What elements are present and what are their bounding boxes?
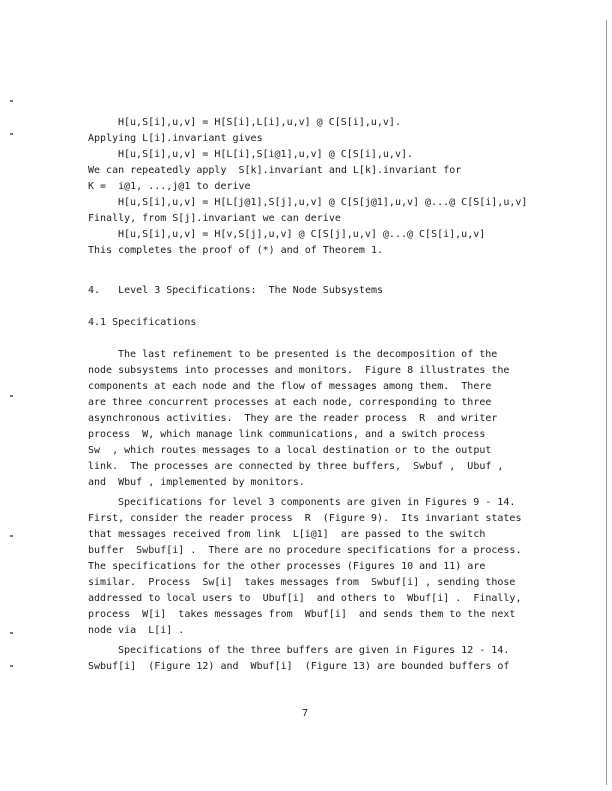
proof-line: Applying L[i].invariant gives — [88, 133, 263, 144]
paragraph-line: similar. Process Sw[i] takes messages from Swbuf[i] , sending those — [88, 577, 516, 588]
proof-line: H[u,S[i],u,v] = H[v,S[j],u,v] @ C[S[j],u,v] @...@ C[S[i],u,v] — [118, 229, 486, 240]
margin-mark — [10, 632, 13, 634]
paragraph-line: The last refinement to be presented is the decomposition of the — [118, 349, 498, 360]
margin-mark — [10, 535, 13, 537]
paragraph-line: Sw , which routes messages to a local destination or to the output — [88, 445, 492, 456]
paragraph-line: link. The processes are connected by three buffers, Swbuf , Ubuf , — [88, 461, 504, 472]
margin-mark — [10, 395, 13, 397]
margin-mark — [10, 133, 13, 135]
paragraph-line: node via L[i] . — [88, 625, 185, 636]
paragraph-line: process W, which manage link communications, and a switch process — [88, 429, 486, 440]
proof-line: This completes the proof of (*) and of Theorem 1. — [88, 245, 384, 256]
paragraph-line: asynchronous activities. They are the reader process R and writer — [88, 413, 498, 424]
paragraph-line: The specifications for the other processes (Figures 10 and 11) are — [88, 561, 486, 572]
paragraph-line: process W[i] takes messages from Wbuf[i] and sends them to the next — [88, 609, 516, 620]
proof-line: K = i@1, ...,j@1 to derive — [88, 181, 251, 192]
subsection-heading: 4.1 Specifications — [88, 317, 197, 328]
paragraph-line: and Wbuf , implemented by monitors. — [88, 477, 305, 488]
paragraph-line: node subsystems into processes and monitors. Figure 8 illustrates the — [88, 365, 510, 376]
proof-line: H[u,S[i],u,v] = H[L[i],S[i@1],u,v] @ C[S[i],u,v]. — [118, 149, 414, 160]
page-edge-line — [606, 20, 607, 785]
proof-line: H[u,S[i],u,v] = H[L[j@1],S[j],u,v] @ C[S[j@1],u,v] @...@ C[S[i],u,v] — [118, 197, 528, 208]
margin-mark — [10, 665, 13, 667]
proof-line: Finally, from S[j].invariant we can derive — [88, 213, 341, 224]
paragraph-line: buffer Swbuf[i] . There are no procedure specifications for a process. — [88, 545, 522, 556]
margin-mark — [10, 100, 13, 102]
paragraph-line: that messages received from link L[i@1] are passed to the switch — [88, 529, 486, 540]
paragraph-line: Specifications for level 3 components are given in Figures 9 - 14. — [118, 497, 516, 508]
paragraph-line: Specifications of the three buffers are given in Figures 12 - 14. — [118, 645, 510, 656]
paragraph-line: addressed to local users to Ubuf[i] and others to Wbuf[i] . Finally, — [88, 593, 522, 604]
paragraph-line: components at each node and the flow of messages among them. There — [88, 381, 492, 392]
section-heading: 4. Level 3 Specifications: The Node Subsystems — [88, 285, 384, 296]
paragraph-line: are three concurrent processes at each node, corresponding to three — [88, 397, 492, 408]
proof-line: We can repeatedly apply S[k].invariant and L[k].invariant for — [88, 165, 462, 176]
paragraph-line: First, consider the reader process R (Figure 9). Its invariant states — [88, 513, 522, 524]
paragraph-line: Swbuf[i] (Figure 12) and Wbuf[i] (Figure 13) are bounded buffers of — [88, 661, 510, 672]
page-number: 7 — [302, 708, 309, 719]
proof-line: H[u,S[i],u,v] = H[S[i],L[i],u,v] @ C[S[i],u,v]. — [118, 117, 401, 128]
